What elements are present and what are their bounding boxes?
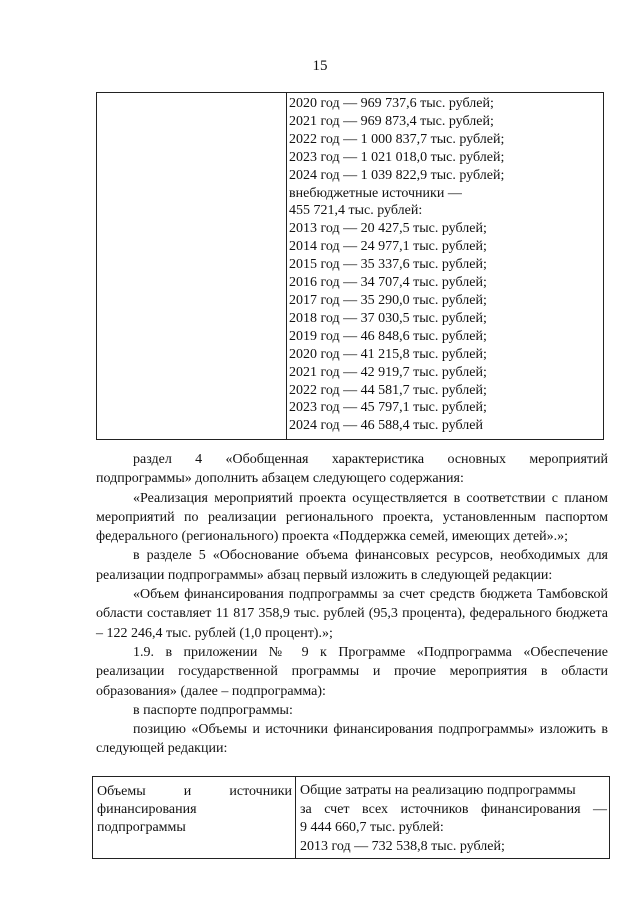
- financing-line: 2022 год — 44 581,7 тыс. рублей;: [289, 382, 487, 398]
- financing-line: 2022 год — 1 000 837,7 тыс. рублей;: [289, 131, 505, 147]
- financing-line: 2013 год — 20 427,5 тыс. рублей;: [289, 221, 487, 237]
- financing-line: 2016 год — 34 707,4 тыс. рублей;: [289, 275, 487, 291]
- header-line: подпрограммы: [97, 820, 186, 835]
- paragraph-quote-financing: «Объем финансирования подпрограммы за счет средств бюджета Тамбовской области составляет 11 817 358,9 тыс. рублей (95,3 процента), федерального бюджета – 122 246,4 тыс. рублей (1,0 процент).»;: [96, 587, 608, 641]
- financing-line: 2019 год — 46 848,6 тыс. рублей;: [289, 328, 487, 344]
- financing-line: 2023 год — 45 797,1 тыс. рублей;: [289, 400, 487, 416]
- paragraph-item-1-9: 1.9. в приложении № 9 к Программе «Подпрограмма «Обеспечение реализации государственной программы и прочие мероприятия в области образования» (далее – подпрограмма):: [96, 644, 608, 699]
- financing-sources-table: [92, 776, 610, 859]
- paragraph-section-4: раздел 4 «Обобщенная характеристика основных мероприятий подпрограммы» дополнить абзацем следующего содержания:: [96, 452, 608, 487]
- financing-line: 2020 год — 969 737,6 тыс. рублей;: [289, 96, 494, 111]
- totals-line: Общие затраты на реализацию подпрограммы: [300, 783, 576, 798]
- page-number: 15: [312, 58, 328, 74]
- table-left-cell-header: [93, 777, 296, 859]
- financing-line: 455 721,4 тыс. рублей:: [289, 203, 423, 219]
- table-left-cell-empty: [97, 93, 287, 440]
- financing-line: 2021 год — 969 873,4 тыс. рублей;: [289, 113, 494, 129]
- financing-line: 2023 год — 1 021 018,0 тыс. рублей;: [289, 149, 505, 165]
- financing-line: 2024 год — 1 039 822,9 тыс. рублей;: [289, 167, 505, 183]
- paragraph-section-5: в разделе 5 «Обоснование объема финансовых ресурсов, необходимых для реализации подпрограммы» абзац первый изложить в следующей редакции:: [96, 548, 608, 583]
- financing-line: 2015 год — 35 337,6 тыс. рублей;: [289, 257, 487, 273]
- totals-line: 9 444 660,7 тыс. рублей:: [300, 820, 444, 836]
- paragraph-passport: в паспорте подпрограммы:: [133, 702, 293, 718]
- totals-line: 2013 год — 732 538,8 тыс. рублей;: [300, 838, 505, 854]
- financing-line: 2021 год — 42 919,7 тыс. рублей;: [289, 364, 487, 380]
- header-line: Объемы и источники: [97, 784, 292, 799]
- totals-line: за счет всех источников финансирования —: [300, 801, 607, 817]
- financing-line: 2018 год — 37 030,5 тыс. рублей;: [289, 310, 487, 326]
- table-right-cell-financing: [287, 93, 604, 440]
- paragraph-position: позицию «Объемы и источники финансирования подпрограммы» изложить в следующей редакции:: [96, 722, 608, 757]
- document-body: [96, 450, 608, 759]
- financing-line: 2014 год — 24 977,1 тыс. рублей;: [289, 239, 487, 255]
- header-line: финансирования: [97, 802, 197, 817]
- financing-line: внебюджетные источники —: [289, 185, 462, 201]
- table-right-cell-totals: [296, 777, 610, 859]
- financing-line: 2020 год — 41 215,8 тыс. рублей;: [289, 346, 487, 362]
- financing-line: 2024 год — 46 588,4 тыс. рублей: [289, 418, 483, 434]
- financing-table-continued: [96, 92, 604, 440]
- financing-line: 2017 год — 35 290,0 тыс. рублей;: [289, 292, 487, 308]
- paragraph-quote-implementation: «Реализация мероприятий проекта осуществляется в соответствии с планом мероприятий по реализации регионального проекта, установленным паспортом федерального (регионального) проекта «Поддержка семей, имеющих детей».»;: [96, 490, 608, 545]
